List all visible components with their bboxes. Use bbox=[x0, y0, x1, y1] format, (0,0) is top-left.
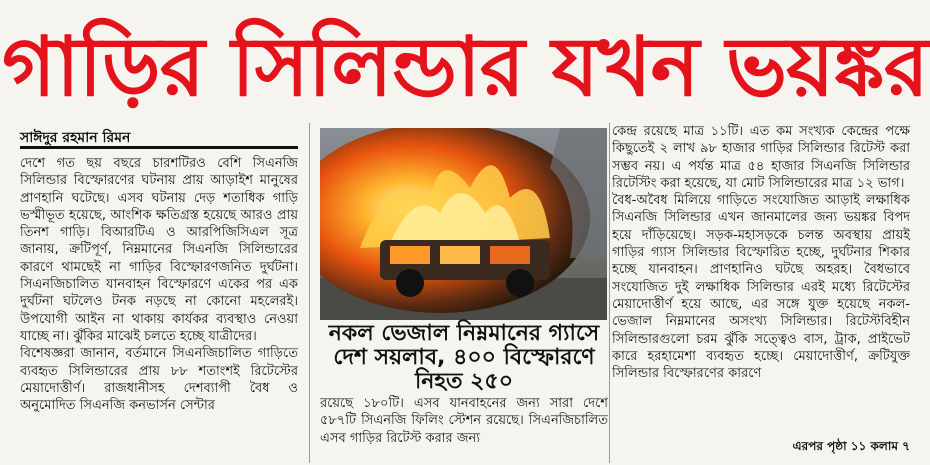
pull-quote: নকল ভেজাল নিম্নমানের গ্যাসে দেশ সয়লাব, ৪০০ বিস্ফোরণে নিহত ২৫০ bbox=[328, 321, 600, 394]
column-divider bbox=[309, 123, 310, 463]
article-column-2 bbox=[320, 395, 608, 463]
col3-paragraph-1: কেন্দ্র রয়েছে মাত্র ১১টি। এত কম সংখ্যক কেন্দ্রের পক্ষে কিছুতেই ২ লাখ ৯৮ হাজার গাড়ির সিলিন্ডার রিটেস্ট করা সম্ভব নয়। এ পর্যন্ত মাত্র ৫৪ হাজার সিএনজি সিলিন্ডার রিটেস্টিং করা হয়েছে, যা মোট সিলিন্ডারের মাত্র ১২ ভাগ। bbox=[612, 124, 910, 191]
article-column-3 bbox=[612, 123, 910, 443]
burning-car-photo bbox=[320, 128, 607, 320]
col1-paragraph-1: দেশে গত ছয় বছরে চারশটিরও বেশি সিএনজি সিলিন্ডার বিস্ফোরণের ঘটনায় প্রায় আড়াইশ মানুষের প্রাণহানি ঘটেছে। এসব ঘটনায় দেড় শতাধিক গাড়ি ভস্মীভূত হয়েছে, আংশিক ক্ষতিগ্রস্ত হয়েছে আরও প্রায় তিনশ গাড়ি। বিআরটিএ ও আরপিজিসিএল সূত্র জানায়, ক্রটিপূর্ণ, নিম্নমানের সিএনজি সিলিন্ডারের কারণে থামছেই না গাড়ির বিস্ফোরণজনিত দুর্ঘটনা। সিএনজিচালিত যানবাহন বিস্ফোরণে একের পর এক দুর্ঘটনা ঘটলেও টনক নড়ছে না কোনো মহলেরই। উপযোগী আইন না থাকায় কার্যকর ব্যবস্থাও নেওয়া যাচ্ছে না। ঝুঁকির মাঝেই চলতে হচ্ছে যাত্রীদের। bbox=[20, 156, 298, 344]
col3-paragraph-2: বৈধ-অবৈধ মিলিয়ে গাড়িতে সংযোজিত আড়াই লক্ষাধিক সিএনজি সিলিন্ডার এখন জানমালের জন্য ভয়ঙ্কর বিপদ হয়ে দাঁড়িয়েছে। সড়ক-মহাসড়কে চলন্ত অবস্থায় প্রায়ই গাড়ির গ্যাস সিলিন্ডার বিস্ফোরিত হচ্ছে, দুর্ঘটনার শিকার হচ্ছে যানবাহন। প্রাণহানিও ঘটছে অহরহ। বৈধভাবে সংযোজিত দুই লক্ষাধিক সিলিন্ডার এরই মধ্যে রিটেস্টের মেয়াদোত্তীর্ণ হয়ে আছে, এর সঙ্গে যুক্ত হয়েছে নকল-ভেজাল নিম্নমানের অসংখ্য সিলিন্ডার। রিটেস্টবিহীন সিলিন্ডারগুলো চরম ঝুঁকি সত্ত্বেও বাস, ট্রাক, প্রাইভেট কারে হরহামেশা ব্যবহৃত হচ্ছে। মেয়াদোত্তীর্ণ, ক্রটিযুক্ত সিলিন্ডার বিস্ফোরণের কারণে bbox=[612, 193, 910, 382]
col2-paragraph: রয়েছে ১৮০টি। এসব যানবাহনের জন্য সারা দেশে ৫৮৭টি সিএনজি ফিলিং স্টেশন রয়েছে। সিএনজিচালিত এসব গাড়ির রিটেস্ট করার জন্য bbox=[320, 396, 608, 446]
fire-image bbox=[320, 128, 607, 320]
article-column-1 bbox=[20, 155, 298, 460]
column-divider bbox=[609, 123, 610, 463]
headline: গাড়ির সিলিন্ডার যখন ভয়ঙ্কর bbox=[2, 20, 928, 115]
byline: সাঈদুর রহমান রিমন bbox=[20, 130, 131, 146]
byline-rule bbox=[20, 146, 298, 149]
page-top-strip bbox=[0, 0, 930, 14]
col1-paragraph-2: বিশেষজ্ঞরা জানান, বর্তমানে সিএনজিচালিত গাড়িতে ব্যবহৃত সিলিন্ডারের প্রায় ৮৮ শতাংশই রিটেস্টের মেয়াদোত্তীর্ণ। রাজধানীসহ দেশব্যাপী বৈধ ও অনুমোদিত সিএনজি কনভার্সন সেন্টার bbox=[20, 346, 298, 414]
continued-on-page[interactable]: এরপর পৃষ্ঠা ১১ কলাম ৭ bbox=[792, 439, 910, 453]
